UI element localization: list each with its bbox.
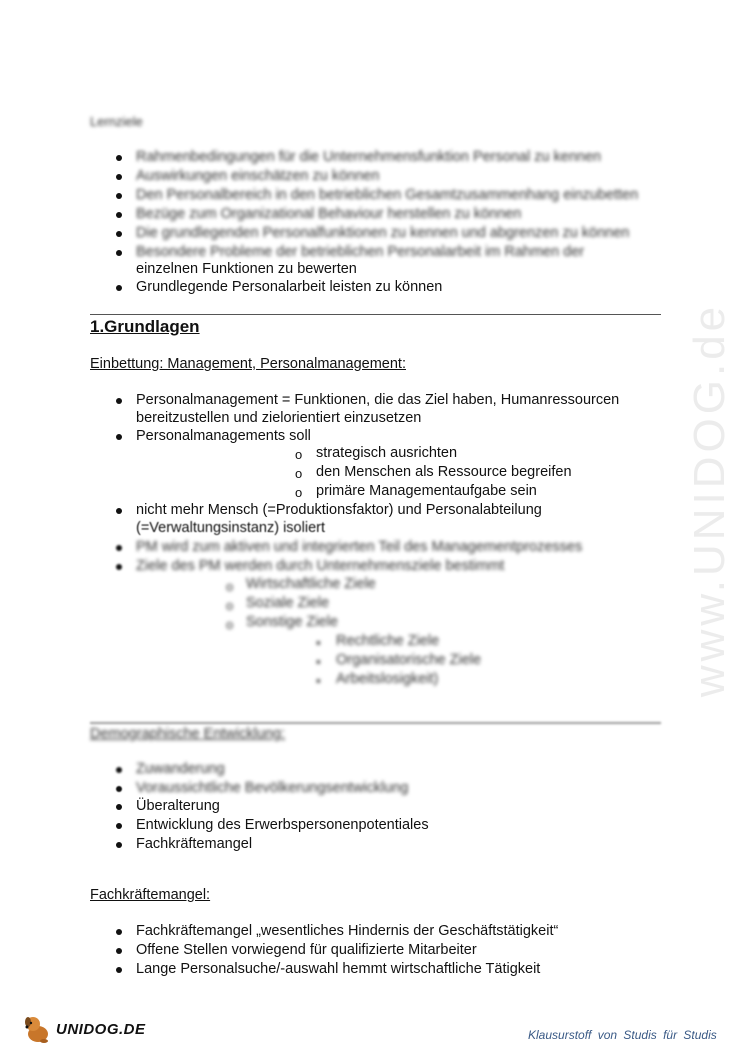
bullet <box>116 250 122 256</box>
divider <box>90 722 661 724</box>
list-item: Entwicklung des Erwerbspersonenpotentiales <box>136 817 429 833</box>
bullet <box>116 212 122 218</box>
list-item: Auswirkungen einschätzen zu können <box>136 168 380 184</box>
circle-bullet-icon: o <box>295 447 303 462</box>
sub-sub-list-item: Rechtliche Ziele <box>336 633 440 649</box>
sub-list-item: Sonstige Ziele <box>246 614 338 630</box>
bullet <box>116 804 122 810</box>
watermark: www.UNIDOG.de <box>685 302 734 698</box>
list-item: Ziele des PM werden durch Unternehmensziele bestimmt <box>136 558 505 574</box>
section-title: 1.Grundlagen <box>90 317 200 336</box>
bullet <box>116 398 122 404</box>
subheading: Demographische Entwicklung: <box>90 726 286 742</box>
divider <box>90 314 661 315</box>
bullet <box>116 155 122 161</box>
lernziele-heading: Lernziele <box>90 114 143 129</box>
unidog-logo <box>22 1014 146 1044</box>
bullet <box>116 193 122 199</box>
list-item: Zuwanderung <box>136 761 225 777</box>
list-item: nicht mehr Mensch (=Produktionsfaktor) und Personalabteilung <box>136 502 542 518</box>
list-item: Fachkräftemangel <box>136 836 253 852</box>
subheading: Fachkräftemangel: <box>90 887 211 903</box>
bullet <box>116 285 122 291</box>
sub-list-item: primäre Managementaufgabe sein <box>316 483 537 499</box>
circle-bullet-icon: o <box>226 598 234 613</box>
footer-tagline: Klausurstoff von Studis für Studis <box>528 1028 717 1042</box>
list-item: Offene Stellen vorwiegend für qualifizierte Mitarbeiter <box>136 942 477 958</box>
square-bullet-icon: ▪ <box>316 654 321 669</box>
bullet <box>116 948 122 954</box>
bullet <box>116 842 122 848</box>
sub-list-item: Soziale Ziele <box>246 595 330 611</box>
list-item: Fachkräftemangel „wesentliches Hindernis der Geschäftstätigkeit“ <box>136 923 559 939</box>
bullet <box>116 767 122 773</box>
list-item: PM wird zum aktiven und integrierten Teil des Managementprozesses <box>136 539 583 555</box>
sub-list-item: strategisch ausrichten <box>316 445 458 461</box>
list-item: Rahmenbedingungen für die Unternehmensfunktion Personal zu kennen <box>136 149 602 165</box>
square-bullet-icon: ▪ <box>316 635 321 650</box>
bullet <box>116 929 122 935</box>
bullet <box>116 545 122 551</box>
list-item: Überalterung <box>136 798 220 814</box>
list-item: Personalmanagements soll <box>136 428 311 444</box>
list-item-continuation: (=Verwaltungsinstanz) isoliert <box>136 520 325 536</box>
list-item: Voraussichtliche Bevölkerungsentwicklung <box>136 780 409 796</box>
sub-list-item: den Menschen als Ressource begreifen <box>316 464 572 480</box>
logo-text: UNIDOG.DE <box>56 1020 146 1038</box>
circle-bullet-icon: o <box>295 466 303 481</box>
list-item: Grundlegende Personalarbeit leisten zu können <box>136 279 443 295</box>
sub-list-item: Wirtschaftliche Ziele <box>246 576 376 592</box>
dog-icon <box>22 1014 54 1044</box>
list-item: Lange Personalsuche/-auswahl hemmt wirtschaftliche Tätigkeit <box>136 961 541 977</box>
bullet <box>116 231 122 237</box>
list-item: Den Personalbereich in den betrieblichen Gesamtzusammenhang einzubetten <box>136 187 639 203</box>
circle-bullet-icon: o <box>226 579 234 594</box>
bullet <box>116 508 122 514</box>
circle-bullet-icon: o <box>295 485 303 500</box>
bullet <box>116 434 122 440</box>
sub-sub-list-item: Arbeitslosigkeit) <box>336 671 439 687</box>
square-bullet-icon: ▪ <box>316 673 321 688</box>
list-item-continuation: einzelnen Funktionen zu bewerten <box>136 261 357 277</box>
bullet <box>116 823 122 829</box>
list-item: Die grundlegenden Personalfunktionen zu kennen und abgrenzen zu können <box>136 225 630 241</box>
bullet <box>116 174 122 180</box>
subheading: Einbettung: Management, Personalmanagement: <box>90 356 406 372</box>
sub-sub-list-item: Organisatorische Ziele <box>336 652 482 668</box>
bullet <box>116 967 122 973</box>
bullet <box>116 786 122 792</box>
circle-bullet-icon: o <box>226 617 234 632</box>
bullet <box>116 564 122 570</box>
list-item: Besondere Probleme der betrieblichen Personalarbeit im Rahmen der <box>136 244 585 260</box>
list-item: Bezüge zum Organizational Behaviour herstellen zu können <box>136 206 522 222</box>
list-item: Personalmanagement = Funktionen, die das Ziel haben, Humanressourcen <box>136 392 620 408</box>
list-item-continuation: bereitzustellen und zielorientiert einzusetzen <box>136 410 422 426</box>
